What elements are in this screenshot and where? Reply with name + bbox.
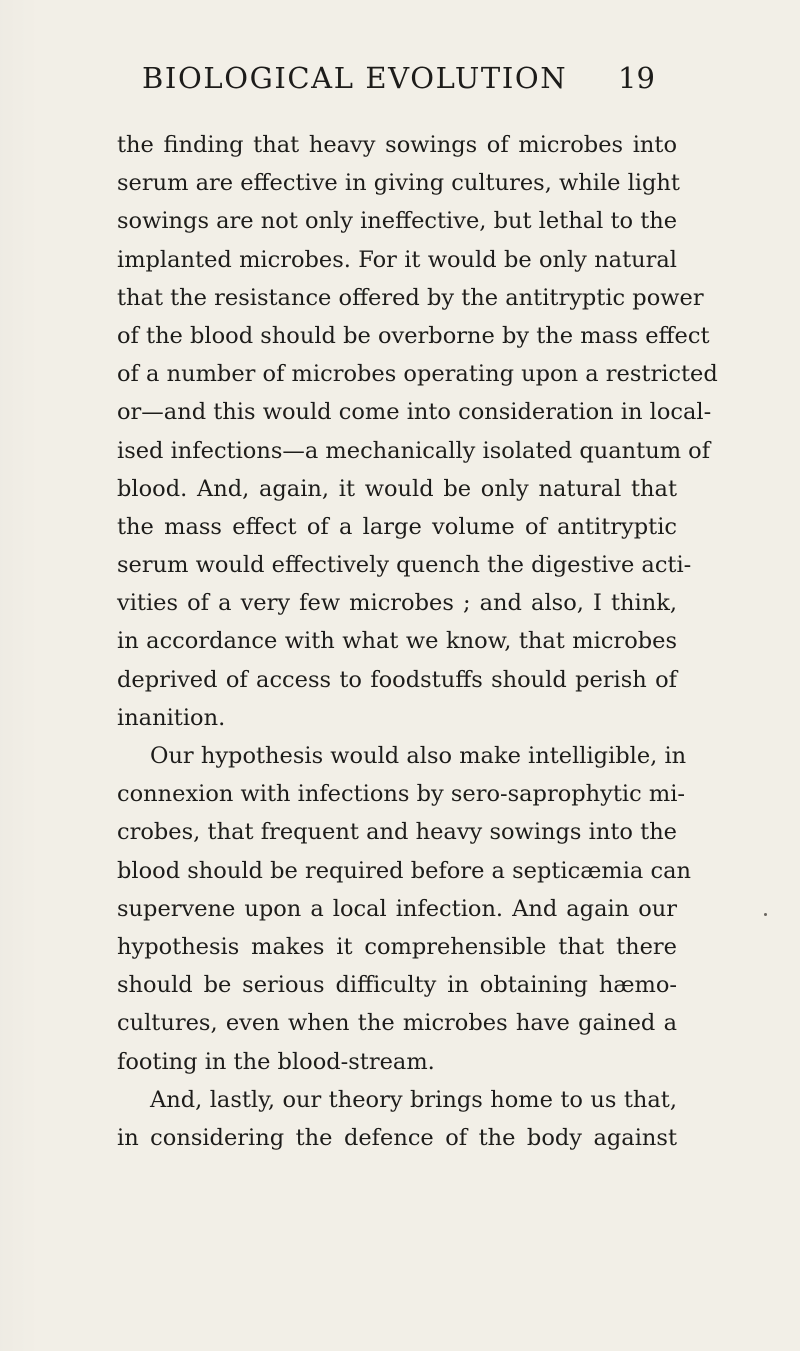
- text-line: implanted microbes. For it would be only natural: [117, 246, 677, 273]
- text-line: the finding that heavy sowings of microbes into: [117, 132, 677, 158]
- text-line: vities of a very few microbes ; and also, I think,: [117, 590, 677, 617]
- text-line: or—and this would come into consideration in local-: [117, 399, 712, 426]
- text-line: crobes, that frequent and heavy sowings into the: [117, 819, 677, 846]
- text-line: the mass effect of a large volume of antitryptic: [117, 513, 677, 540]
- text-line: of a number of microbes operating upon a restricted: [117, 361, 718, 388]
- text-line: hypothesis makes it comprehensible that there: [117, 933, 677, 960]
- text-line: footing in the blood-stream.: [117, 1048, 435, 1075]
- text-line: blood. And, again, it would be only natural that: [117, 475, 677, 502]
- text-line: sowings are not only ineffective, but lethal to the: [117, 208, 678, 235]
- text-line: in considering the defence of the body against: [117, 1124, 677, 1151]
- text-line: connexion with infections by sero-saprophytic mi-: [117, 781, 685, 808]
- text-line: should be serious difficulty in obtaining hæmo-: [117, 972, 677, 999]
- text-line: Our hypothesis would also make intelligible, in: [150, 743, 687, 769]
- text-line: supervene upon a local infection. And again our: [117, 895, 677, 922]
- text-line: of the blood should be overborne by the mass effect: [117, 322, 710, 349]
- text-line: And, lastly, our theory brings home to us that,: [150, 1086, 677, 1113]
- text-line: serum would effectively quench the digestive acti-: [117, 552, 692, 579]
- text-line: serum are effective in giving cultures, while light: [117, 170, 680, 197]
- body-text: [117, 126, 718, 1157]
- text-line: cultures, even when the microbes have gained a: [117, 1010, 677, 1037]
- text-line: inanition.: [117, 704, 226, 731]
- running-head-title: BIOLOGICAL EVOLUTION: [142, 61, 568, 95]
- text-line: blood should be required before a septicæmia can: [117, 857, 691, 884]
- text-line: deprived of access to foodstuffs should perish of: [117, 666, 677, 693]
- text-line: in accordance with what we know, that microbes: [117, 628, 677, 655]
- running-head: [0, 58, 800, 98]
- page-number: 19: [618, 61, 655, 95]
- text-line: that the resistance offered by the antitryptic power: [117, 284, 704, 311]
- margin-speck: [764, 913, 767, 916]
- text-line: ised infections—a mechanically isolated quantum of: [117, 437, 711, 464]
